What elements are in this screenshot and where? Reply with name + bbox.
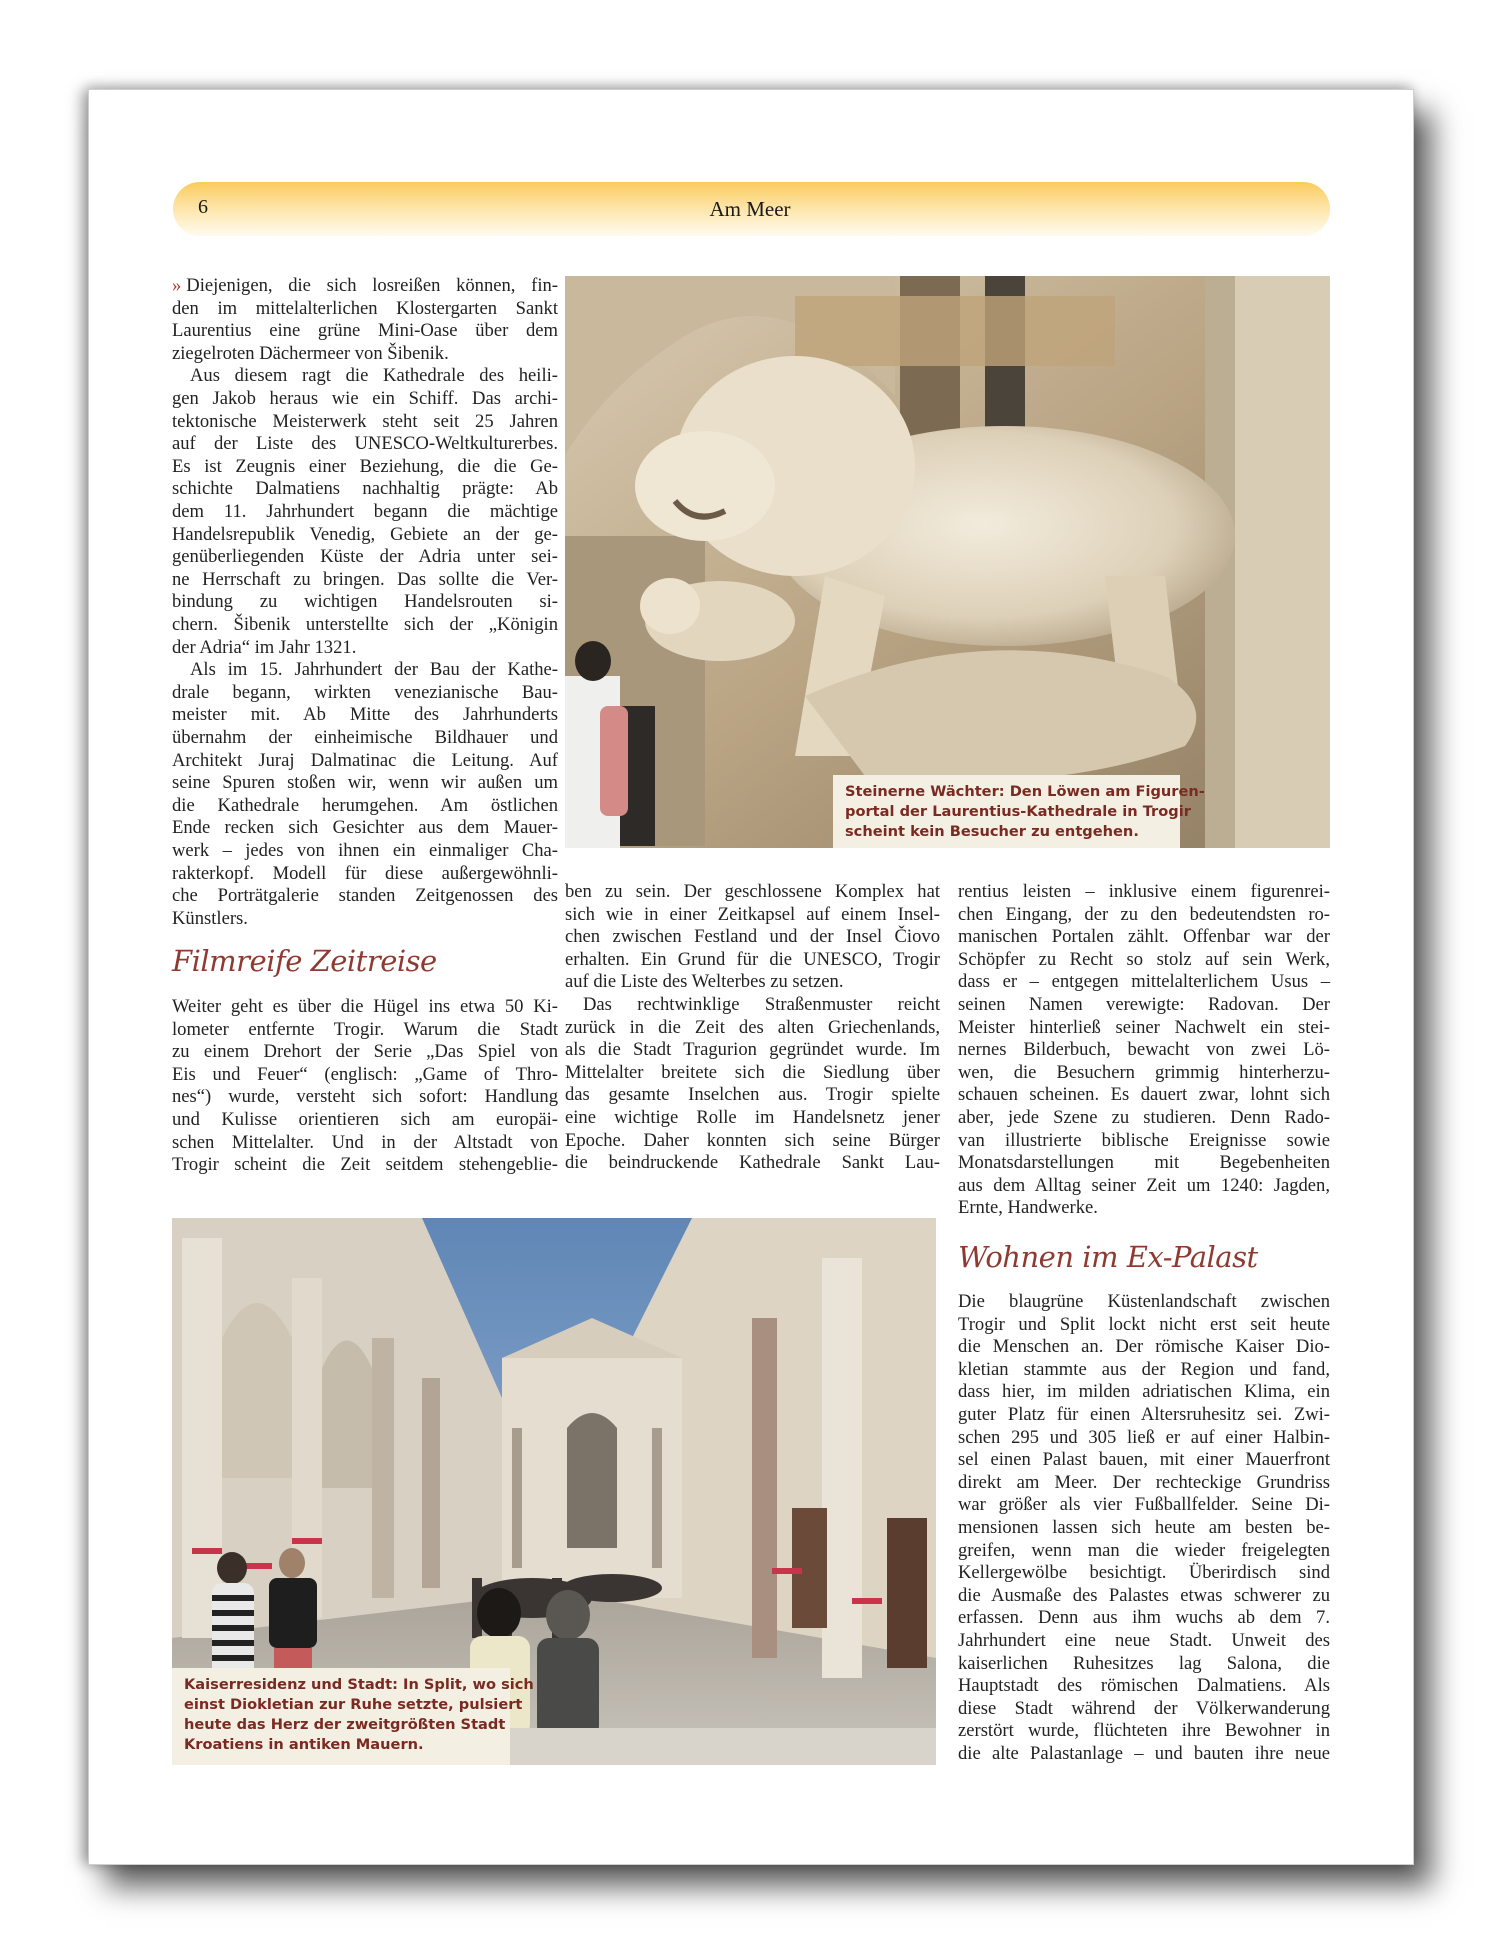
section-heading-wohnen-im-ex-palast: Wohnen im Ex-Palast	[958, 1240, 1258, 1274]
text-line: ziegelroten Dächermeer von Šibenik.	[172, 342, 449, 364]
text-line: schichte Dalmatiens nachhaltig prägte: Ab	[172, 478, 558, 500]
text-line: Architekt Juraj Dalmatinac die Leitung. Auf	[172, 749, 558, 771]
text-line: aber, jede Szene zu studieren. Denn Rado-	[958, 1107, 1330, 1128]
text-line: den im mittelalterlichen Klostergarten Sankt	[172, 297, 558, 319]
text-line: tektonische Meisterwerk steht seit 25 Jahren	[172, 410, 558, 432]
text-line: übernahm der einheimische Bildhauer und	[172, 727, 558, 748]
text-line: guter Platz für einen Altersruhesitz sei. Zwi-	[958, 1404, 1330, 1425]
text-line: van illustrierte biblische Ereignisse sowie	[958, 1129, 1330, 1151]
text-line: erfassen. Denn aus ihm wuchs ab dem 7.	[958, 1607, 1330, 1629]
page-number: 6	[198, 196, 208, 218]
text-line: Weiter geht es über die Hügel ins etwa 50 Ki-	[172, 996, 558, 1017]
text-line: chern. Šibenik unterstellte sich der „Königin	[172, 614, 558, 635]
text-line: Laurentius eine grüne Mini-Oase über dem	[172, 320, 558, 342]
text-line: seinen Namen verewigte: Radovan. Der	[958, 994, 1330, 1015]
text-line: Meister hinterließ seiner Nachwelt ein stei-	[958, 1016, 1330, 1038]
lead-marker-icon: »	[172, 275, 182, 296]
text-line: diese Stadt während der Völkerwanderung	[958, 1697, 1330, 1719]
text-line: zerstört wurde, flüchteten ihre Bewohner in	[958, 1720, 1330, 1742]
text-line: auf die Liste des Welterbes zu setzen.	[565, 971, 844, 993]
text-line: dem 11. Jahrhundert begann die mächtige	[172, 501, 558, 522]
photo-caption-split: Kaiserresidenz und Stadt: In Split, wo sich einst Diokletian zur Ruhe setzte, pulsiert heute das Herz der zweitgrößten Stadt Kroatiens in antiken Mauern.	[172, 1668, 510, 1765]
lion-sculpture-image	[565, 276, 1330, 848]
text-line: manischen Portalen zählt. Offenbar war der	[958, 926, 1330, 948]
text-line: mensionen lassen sich heute am besten be-	[958, 1517, 1330, 1538]
text-line: und Kulisse orientieren sich am europäi-	[172, 1109, 558, 1130]
text-line: dass hier, im milden adriatischen Klima, ein	[958, 1381, 1330, 1403]
text-line: bindung zu wichtigen Handelsrouten si-	[172, 591, 558, 613]
text-line: die Ausmaße des Palastes etwas schwerer zu	[958, 1584, 1330, 1606]
text-line: werk – jedes von ihnen ein einmaliger Cha-	[172, 840, 558, 861]
section-heading-filmreife-zeitreise: Filmreife Zeitreise	[172, 944, 437, 978]
text-line: Ernte, Handwerke.	[958, 1197, 1098, 1219]
text-line: zu einem Drehort der Serie „Das Spiel von	[172, 1041, 558, 1063]
text-line: Das rechtwinklige Straßenmuster reicht	[583, 994, 940, 1015]
text-line: Kellergewölbe besichtigt. Überirdisch sind	[958, 1562, 1330, 1584]
text-line: als die Stadt Tragurion gegründet wurde. Im	[565, 1039, 940, 1061]
text-column-3-continued	[958, 1290, 1330, 1765]
text-column-1-continued	[172, 995, 558, 1176]
text-line: genüberliegenden Küste der Adria unter sei-	[172, 546, 558, 568]
text-line: die alte Palastanlage – und bauten ihre neue	[958, 1743, 1330, 1764]
text-line: nernes Bilderbuch, bewacht von zwei Lö-	[958, 1039, 1330, 1061]
text-column-2	[565, 880, 940, 1174]
text-line: seine Spuren stoßen wir, wenn wir außen um	[172, 772, 558, 794]
text-line: eine wichtige Rolle im Handelsnetz jener	[565, 1107, 940, 1128]
text-line: rentius leisten – inklusive einem figurenrei-	[958, 881, 1330, 902]
text-line: Aus diesem ragt die Kathedrale des heili-	[190, 365, 558, 387]
text-line: che Porträtgalerie standen Zeitgenossen des	[172, 885, 558, 907]
text-line: meister mit. Ab Mitte des Jahrhunderts	[172, 704, 558, 726]
text-column-3	[958, 880, 1330, 1219]
text-line: wen, die Besuchern grimmig hinterherzu-	[958, 1061, 1330, 1083]
text-line: ne Herrschaft zu bringen. Das sollte die Ver-	[172, 568, 558, 590]
text-line: die Menschen an. Der römische Kaiser Dio-	[958, 1336, 1330, 1358]
text-column-1	[172, 274, 558, 929]
text-line: sel einen Palast bauen, mit einer Mauerfront	[958, 1449, 1330, 1471]
photo-caption-lion: Steinerne Wächter: Den Löwen am Figuren- portal der Laurentius-Kathedrale in Trogir scheint kein Besucher zu entgehen.	[833, 775, 1180, 848]
text-line: Jahrhundert eine neue Stadt. Unweit des	[958, 1630, 1330, 1651]
text-line: direkt am Meer. Der rechteckige Grundriss	[958, 1471, 1330, 1493]
text-line: Schöpfer zu Recht so stolz auf sein Werk,	[958, 948, 1330, 970]
text-line: chen Eingang, der zu den bedeutendsten ro-	[958, 903, 1330, 925]
text-line: rakterkopf. Modell für diese außergewöhnli-	[172, 862, 558, 884]
text-line: Es ist Zeugnis einer Beziehung, die die Ge-	[172, 455, 558, 477]
text-line: die beindruckende Kathedrale Sankt Lau-	[565, 1152, 940, 1174]
text-line: Eis und Feuer“ (englisch: „Game of Thro-	[172, 1063, 558, 1085]
text-line: » Diejenigen, die sich losreißen können, fin-	[172, 275, 558, 296]
text-line: Epoche. Daher konnten sich seine Bürger	[565, 1129, 940, 1151]
text-line: Ende recken sich Gesichter aus dem Mauer-	[172, 817, 558, 839]
text-line: die Kathedrale herumgehen. Am östlichen	[172, 794, 558, 816]
text-line: schen 295 und 305 ließ er auf einer Halbin-	[958, 1426, 1330, 1448]
text-line: drale begann, wirkten venezianische Bau-	[172, 681, 558, 703]
text-line: Monatsdarstellungen mit Begebenheiten	[958, 1152, 1330, 1174]
text-line: Trogir und Split lockt nicht erst seit heute	[958, 1313, 1330, 1335]
text-line: schen Mittelalter. Und in der Altstadt von	[172, 1131, 558, 1153]
text-line: erhalten. Ein Grund für die UNESCO, Trogir	[565, 948, 940, 970]
text-line: war größer als vier Fußballfelder. Seine Di-	[958, 1494, 1330, 1516]
text-line: das gesamte Inselchen aus. Trogir spielte	[565, 1084, 940, 1106]
text-line: aus dem Alltag seiner Zeit um 1240: Jagden,	[958, 1174, 1330, 1196]
text-line: Trogir scheint die Zeit seitdem stehengeblie-	[172, 1154, 558, 1176]
text-line: gen Jakob heraus wie ein Schiff. Das archi-	[172, 388, 558, 409]
text-line: nes“) wurde, versteht sich sofort: Handlung	[172, 1086, 558, 1108]
text-line: Die blaugrüne Küstenlandschaft zwischen	[958, 1291, 1330, 1312]
text-line: ben zu sein. Der geschlossene Komplex hat	[565, 881, 940, 902]
text-line: kletian stammte aus der Region und fand,	[958, 1358, 1330, 1380]
text-line: auf der Liste des UNESCO-Weltkulturerbes.	[172, 433, 558, 455]
text-line: Künstlers.	[172, 907, 248, 929]
photo-split-peristyle	[172, 1218, 936, 1765]
text-line: lometer entfernte Trogir. Warum die Stadt	[172, 1018, 558, 1040]
text-line: schauen scheinen. Es dauert zwar, lohnt sich	[958, 1084, 1330, 1106]
text-line: Mittelalter breitete sich die Siedlung über	[565, 1061, 940, 1083]
text-line: sich wie in einer Zeitkapsel auf einem Insel-	[565, 903, 940, 925]
text-line: dass er – entgegen mittelalterlichem Usus –	[958, 971, 1330, 993]
text-line: Handelsrepublik Venedig, Gebiete an der ge-	[172, 523, 558, 545]
text-line: Hauptstadt des römischen Dalmatiens. Als	[958, 1675, 1330, 1697]
text-line: zurück in die Zeit des alten Griechenlands,	[565, 1016, 940, 1038]
text-line: chen zwischen Festland und der Insel Čiovo	[565, 926, 940, 948]
text-line: kaiserlichen Ruhesitzes lag Salona, die	[958, 1652, 1330, 1674]
text-line: greifen, wenn man die wieder freigelegten	[958, 1539, 1330, 1561]
running-title: Am Meer	[709, 197, 791, 221]
photo-trogir-lion	[565, 276, 1330, 848]
text-line: der Adria“ im Jahr 1321.	[172, 636, 357, 658]
text-line: Als im 15. Jahrhundert der Bau der Kathe-	[190, 659, 558, 681]
